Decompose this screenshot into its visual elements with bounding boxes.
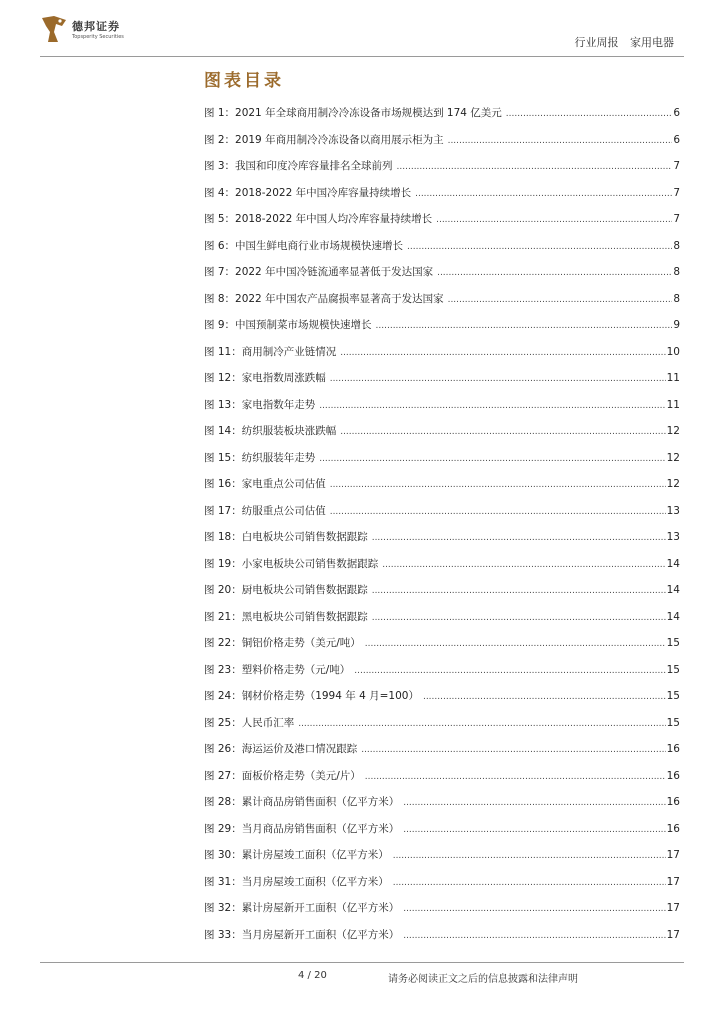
toc-leader-dots — [415, 189, 672, 199]
toc-entry-page: 16 — [666, 796, 680, 808]
toc-entry-label: 图 22：铜铝价格走势（美元/吨） — [204, 637, 361, 649]
toc-entry-page: 8 — [673, 292, 680, 305]
header-divider — [40, 56, 684, 57]
logo-text-en: Topsperity Securities — [72, 34, 124, 40]
toc-leader-dots — [365, 772, 666, 782]
toc-entry-page: 13 — [666, 531, 680, 543]
toc-entry-label: 图 15：纺织服装年走势 — [204, 451, 316, 464]
toc-entry[interactable] — [204, 450, 680, 477]
toc-entry[interactable] — [204, 185, 680, 212]
toc-leader-dots — [403, 798, 665, 808]
toc-entry-page: 6 — [673, 107, 680, 119]
toc-entry[interactable] — [204, 874, 680, 901]
toc-leader-dots — [319, 401, 665, 411]
toc-leader-dots — [423, 692, 666, 702]
toc-entry[interactable] — [204, 238, 680, 265]
toc-entry-label: 图 20：厨电板块公司销售数据跟踪 — [204, 584, 368, 596]
toc-entry-label: 图 31：当月房屋竣工面积（亿平方米） — [204, 875, 389, 888]
toc-leader-dots — [407, 242, 672, 252]
logo-mark-icon — [40, 14, 68, 44]
toc-entry-page: 13 — [666, 504, 680, 517]
toc-entry-page: 6 — [673, 133, 680, 146]
page-header — [0, 0, 724, 58]
toc-entry[interactable] — [204, 635, 680, 662]
toc-entry[interactable] — [204, 344, 680, 371]
toc-leader-dots — [393, 878, 666, 888]
toc-entry[interactable] — [204, 609, 680, 636]
footer-divider — [40, 962, 684, 963]
toc-entry-page: 12 — [666, 451, 680, 464]
toc-entry-label: 图 1：2021 年全球商用制冷冷冻设备市场规模达到 174 亿美元 — [204, 107, 502, 119]
toc-entry-page: 8 — [673, 266, 680, 278]
toc-entry-label: 图 25：人民币汇率 — [204, 716, 295, 729]
toc-leader-dots — [330, 480, 666, 490]
toc-entry[interactable] — [204, 662, 680, 689]
toc-leader-dots — [361, 745, 665, 755]
toc-leader-dots — [393, 851, 666, 861]
toc-entry-page: 17 — [666, 928, 680, 941]
toc-entry[interactable] — [204, 317, 680, 344]
toc-entry[interactable] — [204, 927, 680, 954]
toc-entry-page: 17 — [666, 902, 680, 914]
toc-leader-dots — [298, 719, 665, 729]
report-category — [575, 34, 675, 50]
toc-entry-page: 14 — [666, 610, 680, 623]
toc-entry[interactable] — [204, 291, 680, 318]
toc-leader-dots — [372, 533, 666, 543]
toc-entry-label: 图 27：面板价格走势（美元/片） — [204, 769, 361, 782]
toc-leader-dots — [403, 825, 665, 835]
disclaimer-note: 请务必阅读正文之后的信息披露和法律声明 — [388, 974, 578, 985]
toc-entry-page: 17 — [666, 849, 680, 861]
toc-leader-dots — [372, 586, 666, 596]
toc-entry-page: 7 — [673, 160, 680, 172]
logo-text-cn: 德邦证券 — [72, 20, 120, 33]
toc-entry-label: 图 14：纺织服装板块涨跌幅 — [204, 425, 337, 437]
toc-entry-label: 图 30：累计房屋竣工面积（亿平方米） — [204, 849, 389, 861]
toc-entry-label: 图 28：累计商品房销售面积（亿平方米） — [204, 796, 400, 808]
toc-entry[interactable] — [204, 582, 680, 609]
toc-entry-label: 图 4：2018-2022 年中国冷库容量持续增长 — [204, 186, 412, 199]
toc-entry[interactable] — [204, 503, 680, 530]
toc-entry[interactable] — [204, 821, 680, 848]
toc-entry-page: 15 — [666, 716, 680, 729]
page-number: 4 / 20 — [298, 970, 327, 981]
toc-entry[interactable] — [204, 476, 680, 503]
toc-entry-page: 7 — [673, 186, 680, 199]
toc-entry-label: 图 13：家电指数年走势 — [204, 398, 316, 411]
toc-entry-label: 图 7：2022 年中国冷链流通率显著低于发达国家 — [204, 266, 434, 278]
toc-leader-dots — [354, 666, 665, 676]
toc-entry-page: 11 — [666, 372, 680, 384]
toc-title: 图表目录 — [204, 71, 284, 91]
toc-entry-label: 图 23：塑料价格走势（元/吨） — [204, 663, 351, 676]
toc-leader-dots — [382, 560, 665, 570]
toc-leader-dots — [403, 904, 665, 914]
toc-entry-page: 15 — [666, 690, 680, 702]
toc-leader-dots — [330, 507, 666, 517]
toc-entry-page: 10 — [666, 345, 680, 358]
toc-entry[interactable] — [204, 556, 680, 583]
toc-leader-dots — [436, 215, 672, 225]
toc-entry-label: 图 18：白电板块公司销售数据跟踪 — [204, 531, 368, 543]
toc-entry[interactable] — [204, 370, 680, 397]
toc-leader-dots — [340, 427, 665, 437]
toc-entry-label: 图 17：纺服重点公司估值 — [204, 504, 326, 517]
toc-entry[interactable] — [204, 397, 680, 424]
toc-leader-dots — [340, 348, 665, 358]
toc-entry-page: 9 — [673, 319, 680, 331]
toc-entry[interactable] — [204, 211, 680, 238]
toc-entry[interactable] — [204, 900, 680, 927]
toc-entry-page: 8 — [673, 239, 680, 252]
toc-entry[interactable] — [204, 423, 680, 450]
toc-entry-page: 17 — [666, 875, 680, 888]
toc-entry-label: 图 9：中国预制菜市场规模快速增长 — [204, 319, 372, 331]
company-logo — [40, 14, 140, 46]
toc-leader-dots — [403, 931, 665, 941]
toc-entry-label: 图 8：2022 年中国农产品腐损率显著高于发达国家 — [204, 292, 444, 305]
toc-entry-label: 图 16：家电重点公司估值 — [204, 478, 326, 490]
toc-entry[interactable] — [204, 529, 680, 556]
toc-entry-page: 14 — [666, 584, 680, 596]
toc-leader-dots — [506, 109, 673, 119]
toc-leader-dots — [448, 295, 673, 305]
toc-entry[interactable] — [204, 688, 680, 715]
toc-entry[interactable] — [204, 715, 680, 742]
toc-entry-page: 16 — [666, 743, 680, 755]
toc-leader-dots — [397, 162, 673, 172]
toc-entry-label: 图 12：家电指数周涨跌幅 — [204, 372, 326, 384]
sector-name: 家用电器 — [630, 36, 674, 49]
toc-list — [204, 105, 680, 953]
toc-entry-label: 图 11：商用制冷产业链情况 — [204, 345, 337, 358]
toc-entry[interactable] — [204, 794, 680, 821]
toc-entry[interactable] — [204, 847, 680, 874]
toc-entry-label: 图 32：累计房屋新开工面积（亿平方米） — [204, 902, 400, 914]
toc-leader-dots — [376, 321, 673, 331]
toc-leader-dots — [319, 454, 665, 464]
toc-entry-page: 15 — [666, 663, 680, 676]
toc-entry[interactable] — [204, 741, 680, 768]
toc-entry-page: 16 — [666, 769, 680, 782]
toc-entry-label: 图 24：钢材价格走势（1994 年 4 月=100） — [204, 690, 419, 702]
toc-leader-dots — [330, 374, 666, 384]
toc-leader-dots — [448, 136, 673, 146]
report-type: 行业周报 — [574, 36, 619, 49]
toc-entry-label: 图 33：当月房屋新开工面积（亿平方米） — [204, 928, 400, 941]
toc-entry-label: 图 26：海运运价及港口情况跟踪 — [204, 743, 358, 755]
toc-entry[interactable] — [204, 768, 680, 795]
toc-entry[interactable] — [204, 105, 680, 132]
toc-entry-page: 11 — [666, 398, 680, 411]
toc-entry-page: 7 — [673, 213, 680, 225]
toc-entry-label: 图 21：黑电板块公司销售数据跟踪 — [204, 610, 368, 623]
toc-entry-page: 16 — [666, 822, 680, 835]
toc-entry[interactable] — [204, 264, 680, 291]
toc-entry-label: 图 2：2019 年商用制冷冷冻设备以商用展示柜为主 — [204, 133, 444, 146]
toc-entry[interactable] — [204, 132, 680, 159]
toc-entry-label: 图 6：中国生鲜电商行业市场规模快速增长 — [204, 239, 404, 252]
toc-leader-dots — [372, 613, 666, 623]
toc-leader-dots — [365, 639, 666, 649]
toc-entry[interactable] — [204, 158, 680, 185]
toc-leader-dots — [437, 268, 672, 278]
toc-entry-label: 图 19：小家电板块公司销售数据跟踪 — [204, 557, 379, 570]
toc-entry-page: 12 — [666, 478, 680, 490]
toc-entry-page: 12 — [666, 425, 680, 437]
toc-entry-label: 图 29：当月商品房销售面积（亿平方米） — [204, 822, 400, 835]
toc-entry-page: 14 — [666, 557, 680, 570]
toc-entry-page: 15 — [666, 637, 680, 649]
toc-entry-label: 图 3：我国和印度冷库容量排名全球前列 — [204, 160, 393, 172]
toc-entry-label: 图 5：2018-2022 年中国人均冷库容量持续增长 — [204, 213, 433, 225]
